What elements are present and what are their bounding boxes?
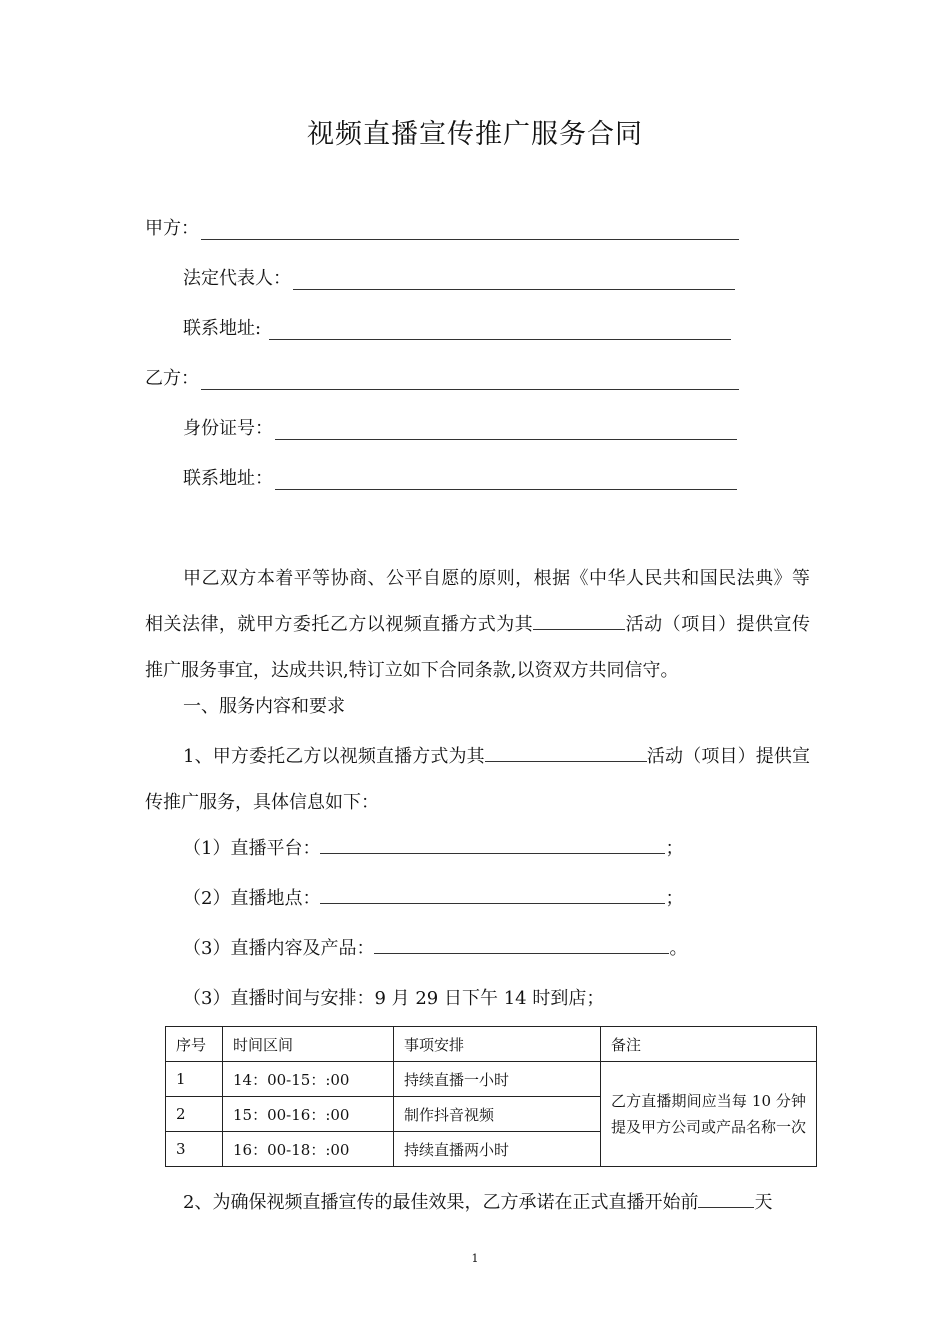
clause-1-text-2: 活动（项目）提供宣传推广服务，具体信息如下： [145, 746, 811, 813]
clause-2-text-1: 2、为确保视频直播宣传的最佳效果，乙方承诺在正式直播开始前 [183, 1192, 699, 1213]
clause-1-paragraph [145, 734, 810, 826]
location-label: （2）直播地点： [183, 888, 321, 909]
schedule-table [165, 1026, 817, 1167]
legal-rep-field [183, 266, 735, 290]
platform-item [183, 834, 683, 860]
row-note: 乙方直播期间应当每 10 分钟提及甲方公司或产品名称一次 [601, 1062, 817, 1167]
row-task: 持续直播一小时 [394, 1062, 601, 1097]
party-a-label: 甲方： [145, 218, 199, 239]
content-blank[interactable] [374, 935, 669, 954]
party-b-label: 乙方： [145, 368, 199, 389]
clause-2-days-blank[interactable] [698, 1189, 754, 1208]
row-task: 制作抖音视频 [394, 1097, 601, 1132]
party-b-blank[interactable] [201, 369, 739, 390]
clause-1-text-1: 1、甲方委托乙方以视频直播方式为其 [183, 746, 485, 767]
platform-blank[interactable] [320, 835, 665, 854]
intro-activity-blank[interactable] [533, 611, 625, 630]
intro-text-2: 活动（项目）提供宣传推广服务事宜，达成共识,特订立如下合同条款,以资双方共同信守。 [145, 614, 811, 681]
header-note: 备注 [601, 1027, 817, 1062]
section-1-heading: 一、服务内容和要求 [183, 696, 345, 717]
party-b-field [145, 366, 739, 390]
content-label: （3）直播内容及产品： [183, 938, 375, 959]
row-time: 15：00-16：:00 [223, 1097, 394, 1132]
row-no: 3 [166, 1132, 223, 1167]
time-item: （3）直播时间与安排：9 月 29 日下午 14 时到店； [183, 988, 605, 1009]
location-blank[interactable] [320, 885, 665, 904]
page-number: 1 [471, 1252, 479, 1265]
row-time: 16：00-18：:00 [223, 1132, 394, 1167]
id-number-label: 身份证号： [183, 418, 273, 439]
party-a-field [145, 216, 739, 240]
content-item [183, 934, 687, 960]
clause-1-activity-blank[interactable] [485, 743, 647, 762]
row-time: 14：00-15：:00 [223, 1062, 394, 1097]
header-no: 序号 [166, 1027, 223, 1062]
table-header-row [166, 1027, 817, 1062]
b-address-label: 联系地址： [183, 468, 273, 489]
b-address-field [183, 466, 737, 490]
legal-rep-label: 法定代表人： [183, 268, 291, 289]
clause-2-text-2: 天 [754, 1192, 773, 1213]
table-row [166, 1062, 817, 1097]
document-title: 视频直播宣传推广服务合同 [307, 119, 643, 150]
clause-2-line [183, 1188, 772, 1214]
row-no: 2 [166, 1097, 223, 1132]
a-address-field [183, 316, 731, 340]
platform-end: ； [665, 838, 684, 859]
b-address-blank[interactable] [275, 469, 737, 490]
row-no: 1 [166, 1062, 223, 1097]
header-task: 事项安排 [394, 1027, 601, 1062]
header-time: 时间区间 [223, 1027, 394, 1062]
intro-paragraph [145, 556, 810, 694]
location-item [183, 884, 683, 910]
id-number-blank[interactable] [275, 419, 737, 440]
a-address-blank[interactable] [269, 319, 731, 340]
content-end: 。 [669, 938, 688, 959]
id-number-field [183, 416, 737, 440]
intro-text-1: 甲乙双方本着平等协商、公平自愿的原则，根据《中华人民共和国民法典》等相关法律，就甲方委托乙方以视频直播方式为其 [145, 568, 810, 635]
platform-label: （1）直播平台： [183, 838, 321, 859]
legal-rep-blank[interactable] [293, 269, 735, 290]
a-address-label: 联系地址: [183, 318, 262, 339]
party-a-blank[interactable] [201, 219, 739, 240]
row-task: 持续直播两小时 [394, 1132, 601, 1167]
location-end: ； [665, 888, 684, 909]
